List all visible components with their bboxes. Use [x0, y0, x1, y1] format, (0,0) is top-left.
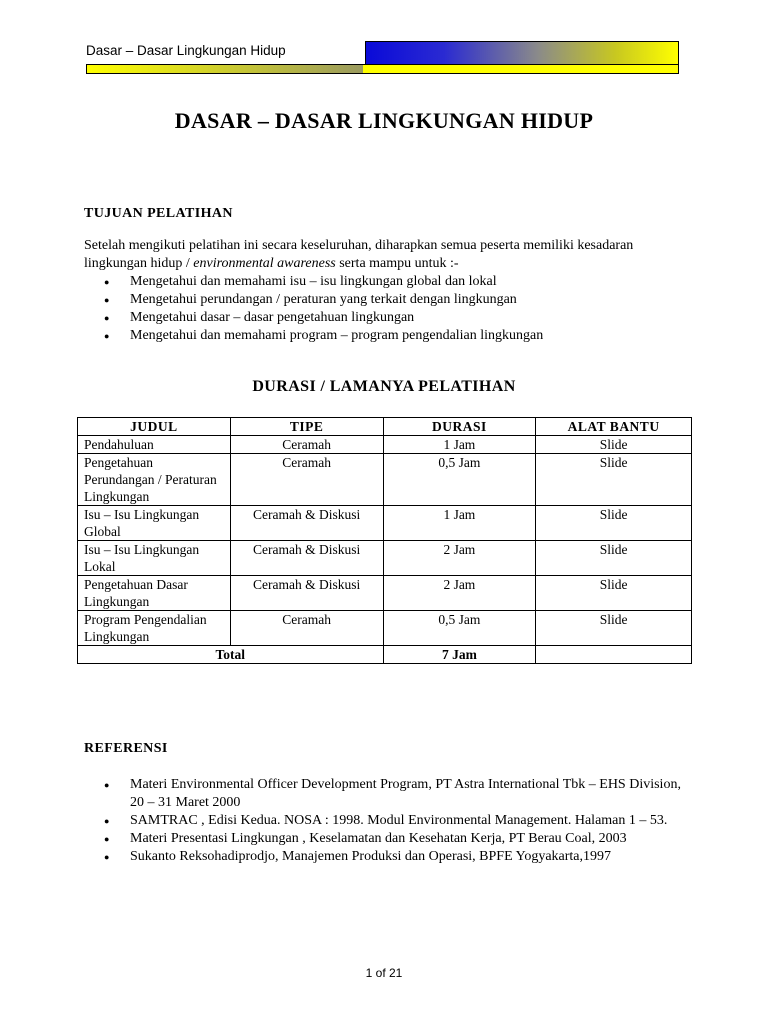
- col-header-tipe: TIPE: [230, 418, 383, 436]
- cell-alat: Slide: [536, 506, 692, 541]
- cell-alat: Slide: [536, 454, 692, 506]
- cell-judul: Pengetahuan Perundangan / Peraturan Lingkungan: [78, 454, 231, 506]
- cell-tipe: Ceramah & Diskusi: [230, 506, 383, 541]
- list-item: ● Mengetahui dasar – dasar pengetahuan lingkungan: [104, 309, 543, 327]
- list-item: ● Materi Environmental Officer Development Program, PT Astra International Tbk – EHS Division, 20 – 31 Maret 2000: [104, 776, 684, 812]
- cell-judul: Isu – Isu Lingkungan Lokal: [78, 541, 231, 576]
- table-row: [78, 436, 692, 454]
- tujuan-intro: [84, 237, 684, 273]
- page-title: DASAR – DASAR LINGKUNGAN HIDUP: [174, 108, 594, 133]
- cell-alat: Slide: [536, 611, 692, 646]
- table-row: [78, 506, 692, 541]
- col-header-durasi: DURASI: [383, 418, 536, 436]
- table-header-row: [78, 418, 692, 436]
- list-item: ● Sukanto Reksohadiprodjo, Manajemen Produksi dan Operasi, BPFE Yogyakarta,1997: [104, 848, 684, 866]
- cell-tipe: Ceramah & Diskusi: [230, 576, 383, 611]
- cell-durasi: 2 Jam: [383, 541, 536, 576]
- table-total-row: [78, 646, 692, 664]
- list-item: ● Mengetahui dan memahami isu – isu lingkungan global dan lokal: [104, 273, 543, 291]
- durasi-table: [77, 417, 692, 664]
- list-item: ● SAMTRAC , Edisi Kedua. NOSA : 1998. Modul Environmental Management. Halaman 1 – 53.: [104, 812, 684, 830]
- cell-alat: Slide: [536, 436, 692, 454]
- durasi-heading: DURASI / LAMANYA PELATIHAN: [252, 378, 516, 395]
- cell-durasi: 0,5 Jam: [383, 454, 536, 506]
- running-header: Dasar – Dasar Lingkungan Hidup: [86, 43, 286, 58]
- cell-durasi: 2 Jam: [383, 576, 536, 611]
- intro-text-2: serta mampu untuk :-: [335, 256, 459, 271]
- cell-judul: Pendahuluan: [78, 436, 231, 454]
- list-item: ● Mengetahui dan memahami program – program pengendalian lingkungan: [104, 327, 543, 345]
- cell-durasi: 0,5 Jam: [383, 611, 536, 646]
- table-row: [78, 611, 692, 646]
- cell-judul: Isu – Isu Lingkungan Global: [78, 506, 231, 541]
- table-row: [78, 454, 692, 506]
- cell-durasi: 1 Jam: [383, 436, 536, 454]
- cell-durasi: 1 Jam: [383, 506, 536, 541]
- header-underline-bar: [86, 64, 679, 74]
- table-row: [78, 541, 692, 576]
- cell-tipe: Ceramah: [230, 436, 383, 454]
- intro-italic: environmental awareness: [193, 256, 336, 271]
- cell-tipe: Ceramah & Diskusi: [230, 541, 383, 576]
- list-item: ● Materi Presentasi Lingkungan , Keselamatan dan Kesehatan Kerja, PT Berau Coal, 2003: [104, 830, 684, 848]
- total-label: Total: [78, 646, 384, 664]
- referensi-heading: REFERENSI: [84, 741, 168, 756]
- cell-tipe: Ceramah: [230, 611, 383, 646]
- intro-text-1: Setelah mengikuti pelatihan ini secara keseluruhan, diharapkan semua peserta memiliki kesadaran lingkungan hidup /: [84, 238, 634, 271]
- cell-tipe: Ceramah: [230, 454, 383, 506]
- header-underline-shade: [87, 65, 363, 73]
- cell-alat: Slide: [536, 541, 692, 576]
- col-header-judul: JUDUL: [78, 418, 231, 436]
- col-header-alat-bantu: ALAT BANTU: [536, 418, 692, 436]
- cell-judul: Pengetahuan Dasar Lingkungan: [78, 576, 231, 611]
- list-item: ● Mengetahui perundangan / peraturan yang terkait dengan lingkungan: [104, 291, 543, 309]
- page-number: 1 of 21: [365, 966, 403, 980]
- tujuan-bullet-list: [104, 273, 543, 345]
- referensi-list: [104, 776, 684, 866]
- total-empty-cell: [536, 646, 692, 664]
- cell-judul: Program Pengendalian Lingkungan: [78, 611, 231, 646]
- table-row: [78, 576, 692, 611]
- cell-alat: Slide: [536, 576, 692, 611]
- total-value: 7 Jam: [383, 646, 536, 664]
- tujuan-heading: TUJUAN PELATIHAN: [84, 206, 233, 221]
